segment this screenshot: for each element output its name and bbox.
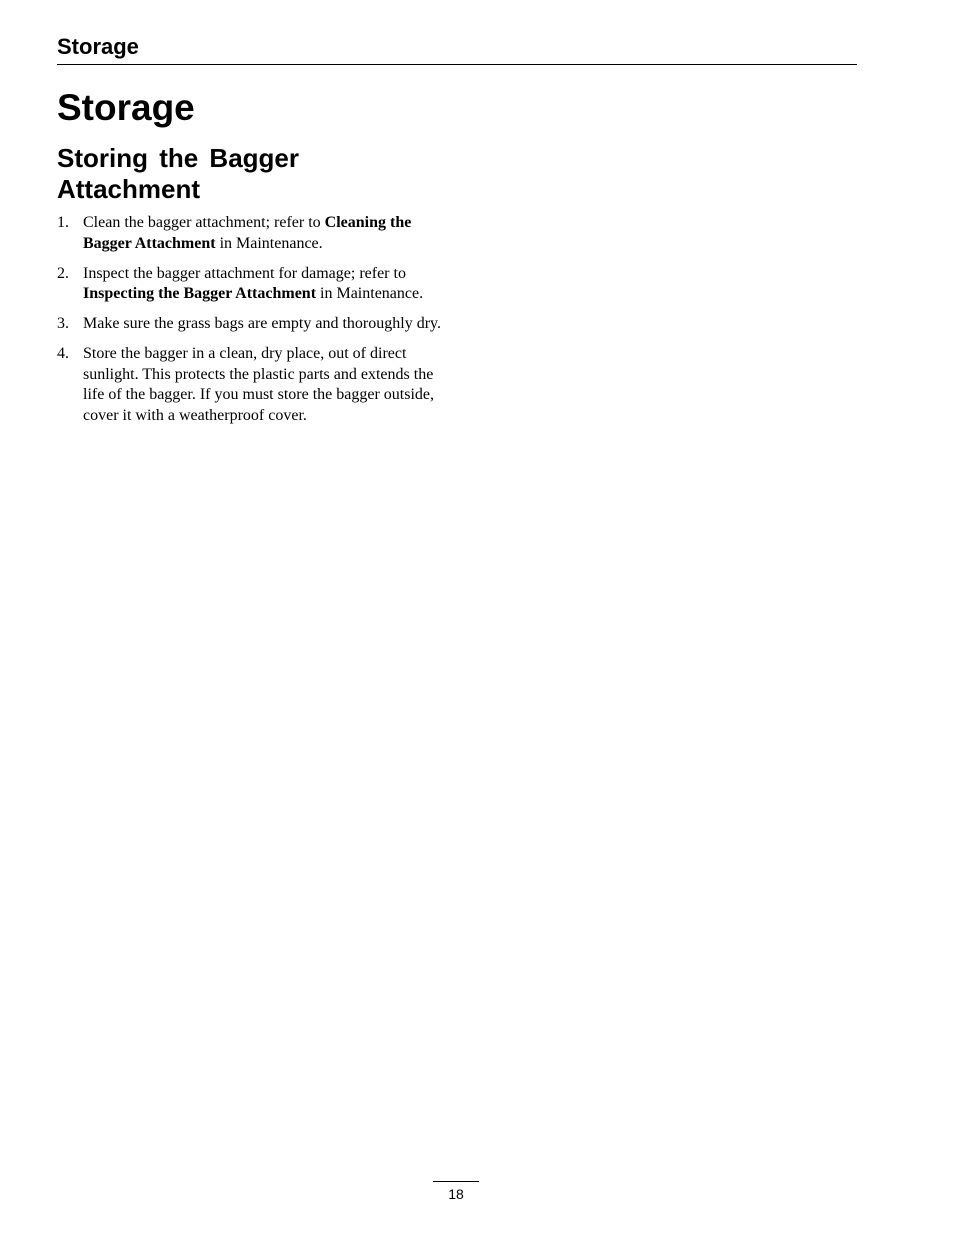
step-number: 3. bbox=[57, 315, 69, 332]
step-number: 1. bbox=[57, 214, 69, 231]
storage-steps-list bbox=[57, 213, 447, 436]
step-text: Make sure the grass bags are empty and thoroughly dry. bbox=[83, 315, 441, 332]
step-item-3 bbox=[57, 314, 447, 335]
running-header-title: Storage bbox=[57, 34, 139, 59]
step-number: 4. bbox=[57, 345, 69, 362]
step-item-4 bbox=[57, 344, 447, 426]
step-reference-cleaning: Cleaning the Bagger Attachment bbox=[83, 214, 412, 252]
section-title: Storing the Bagger Attachment bbox=[57, 143, 300, 204]
step-text: in Maintenance. bbox=[316, 285, 424, 302]
footer-rule bbox=[433, 1181, 479, 1182]
running-header bbox=[57, 33, 857, 65]
step-text: in Maintenance. bbox=[215, 234, 323, 252]
step-item-2 bbox=[57, 264, 447, 305]
chapter-title: Storage bbox=[57, 87, 195, 128]
step-text: Store the bagger in a clean, dry place, out of direct sunlight. This protects the plastic parts and extends the life of the bagger. If you must store the bagger outside, cover it with a weatherproof cover. bbox=[83, 345, 435, 424]
step-item-1 bbox=[57, 213, 447, 254]
step-text: Clean the bagger attachment; refer to bbox=[83, 214, 325, 231]
step-number: 2. bbox=[57, 264, 69, 282]
step-reference-inspecting: Inspecting the Bagger Attachment bbox=[83, 285, 317, 302]
step-text: Inspect the bagger attachment for damage; refer to bbox=[83, 264, 406, 282]
page-number: 18 bbox=[448, 1186, 464, 1202]
